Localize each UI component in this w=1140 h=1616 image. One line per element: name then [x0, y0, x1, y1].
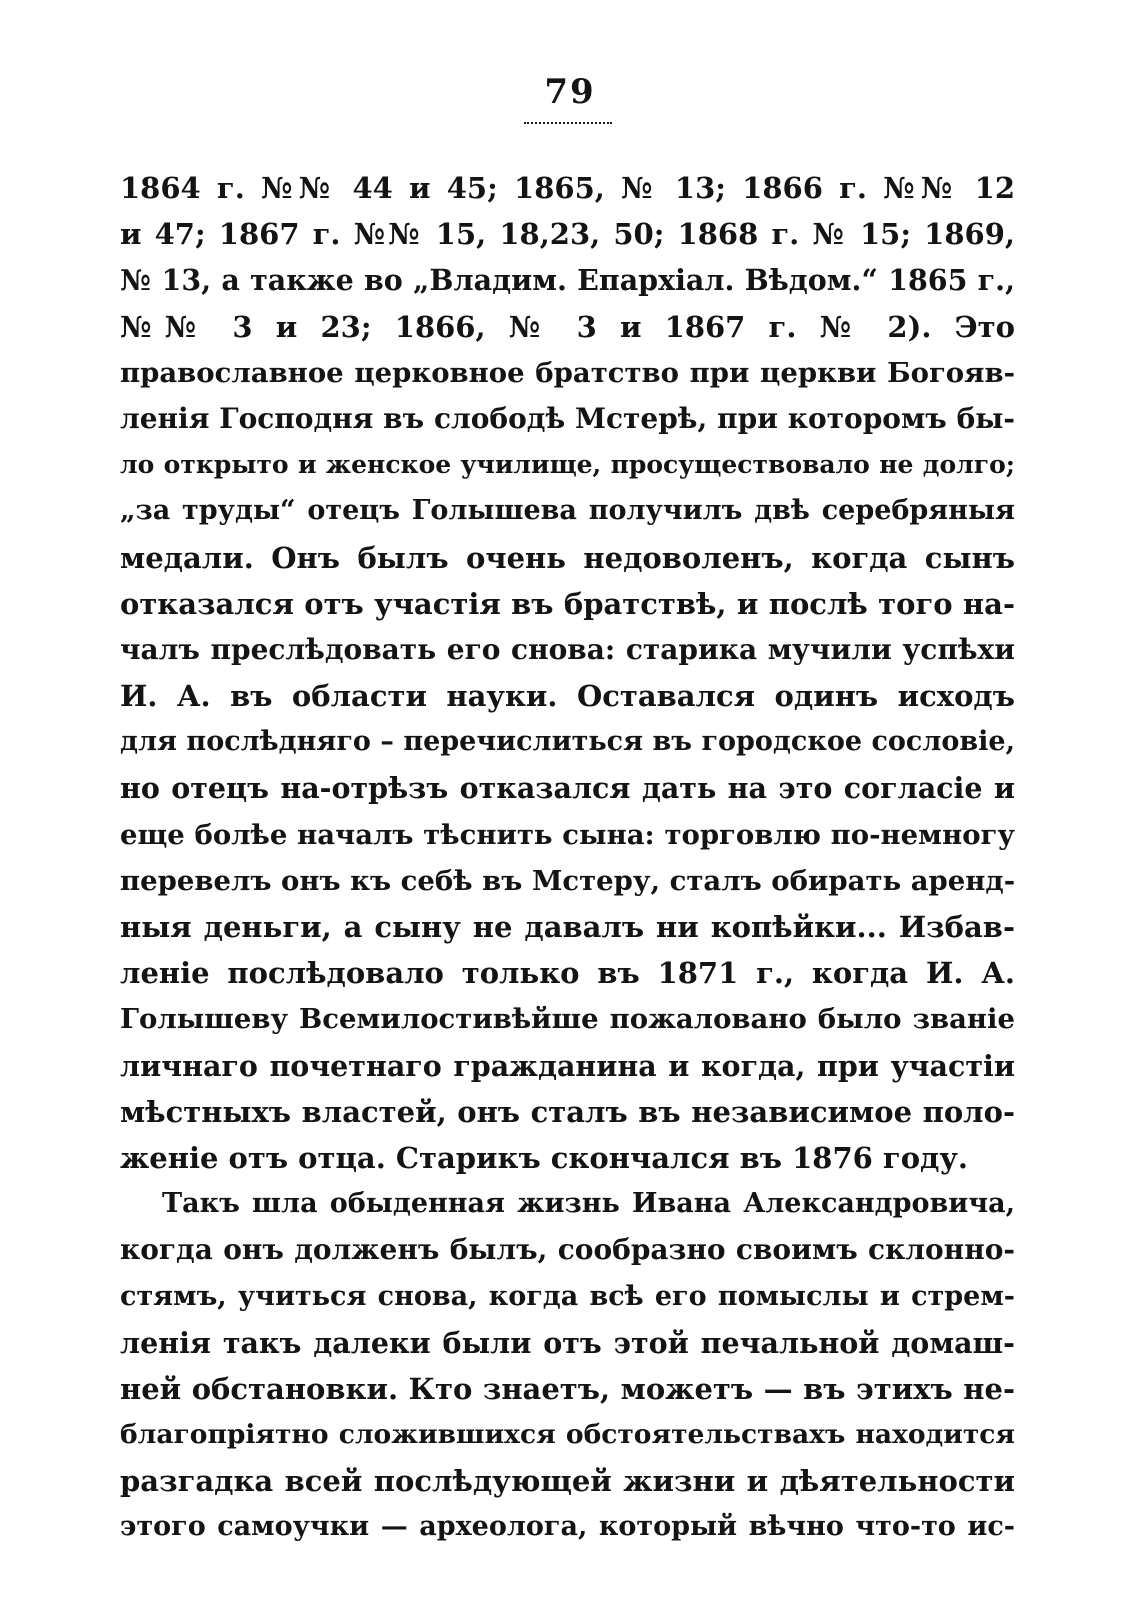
text-line: медали. Онъ былъ очень недоволенъ, когда сынъ	[120, 540, 1015, 575]
text-line: разгадка всей послѣдующей жизни и дѣятельности	[120, 1464, 1015, 1499]
text-line: личнаго почетнаго гражданина и когда, при участіи	[120, 1048, 1015, 1083]
text-line: ло открыто и женское училище, просуществовало не долго;	[120, 450, 1015, 480]
text-line: ленія такъ далеки были отъ этой печальной домаш-	[120, 1325, 1015, 1360]
text-line: „за труды“ отецъ Голышева получилъ двѣ серебряныя	[120, 495, 1015, 527]
text-line: православное церковное братство при церкви Богояв-	[120, 356, 1015, 389]
text-line: мѣстныхъ властей, онъ сталъ въ независимое поло-	[120, 1094, 1015, 1129]
text-line: но отецъ на-отрѣзъ отказался дать на это согласіе и	[120, 771, 1015, 806]
text-line: стямъ, учиться снова, когда всѣ его помыслы и стрем-	[120, 1280, 1015, 1312]
body-text	[120, 165, 1015, 1551]
text-line: отказался отъ участія въ братствѣ, и послѣ того на-	[120, 586, 1015, 621]
page-number-rule	[524, 122, 612, 124]
text-line: Такъ шла обыденная жизнь Ивана Александровича,	[162, 1188, 1015, 1220]
text-line: чалъ преслѣдовать его снова: старика мучили успѣхи	[120, 632, 1015, 666]
page-number: 79	[544, 72, 596, 112]
text-line: этого самоучки — археолога, который вѣчно что-то ис-	[120, 1511, 1015, 1543]
text-line: благопріятно сложившихся обстоятельствахъ находится	[120, 1419, 1015, 1451]
text-line: ней обстановки. Кто знаетъ, можетъ — въ этихъ не-	[120, 1371, 1015, 1406]
text-line: ленія Господня въ слободѣ Мстерѣ, при которомъ бы-	[120, 401, 1015, 435]
text-line: перевелъ онъ къ себѣ въ Мстеру, сталъ обирать аренд-	[120, 864, 1015, 897]
text-line: Голышеву Всемилостивѣйше пожаловано было званіе	[120, 1003, 1015, 1036]
text-line: № 13, а также во „Владим. Епархіал. Вѣдом.“ 1865 г.,	[120, 263, 1015, 298]
text-line: 1864 г. №№ 44 и 45; 1865, № 13; 1866 г. №№ 12	[120, 171, 1015, 205]
text-line: еще болѣе началъ тѣснить сына: торговлю по-немногу	[120, 818, 1015, 851]
text-line: №№ 3 и 23; 1866, № 3 и 1867 г. № 2). Это	[120, 309, 1015, 344]
text-line: когда онъ долженъ былъ, сообразно своимъ склонно-	[120, 1233, 1015, 1267]
text-line: ныя деньги, а сыну не давалъ ни копѣйки... Избав-	[120, 910, 1015, 944]
text-line: леніе послѣдовало только въ 1871 г., когда И. А.	[120, 956, 1015, 991]
text-line: И. А. въ области науки. Оставался одинъ исходъ	[120, 679, 1015, 714]
text-line: и 47; 1867 г. №№ 15, 18,23, 50; 1868 г. № 15; 1869,	[120, 217, 1015, 252]
text-line: для послѣдняго – перечислиться въ городское сословіе,	[120, 726, 1015, 758]
text-line: женіе отъ отца. Старикъ скончался въ 1876 году.	[120, 1140, 969, 1175]
